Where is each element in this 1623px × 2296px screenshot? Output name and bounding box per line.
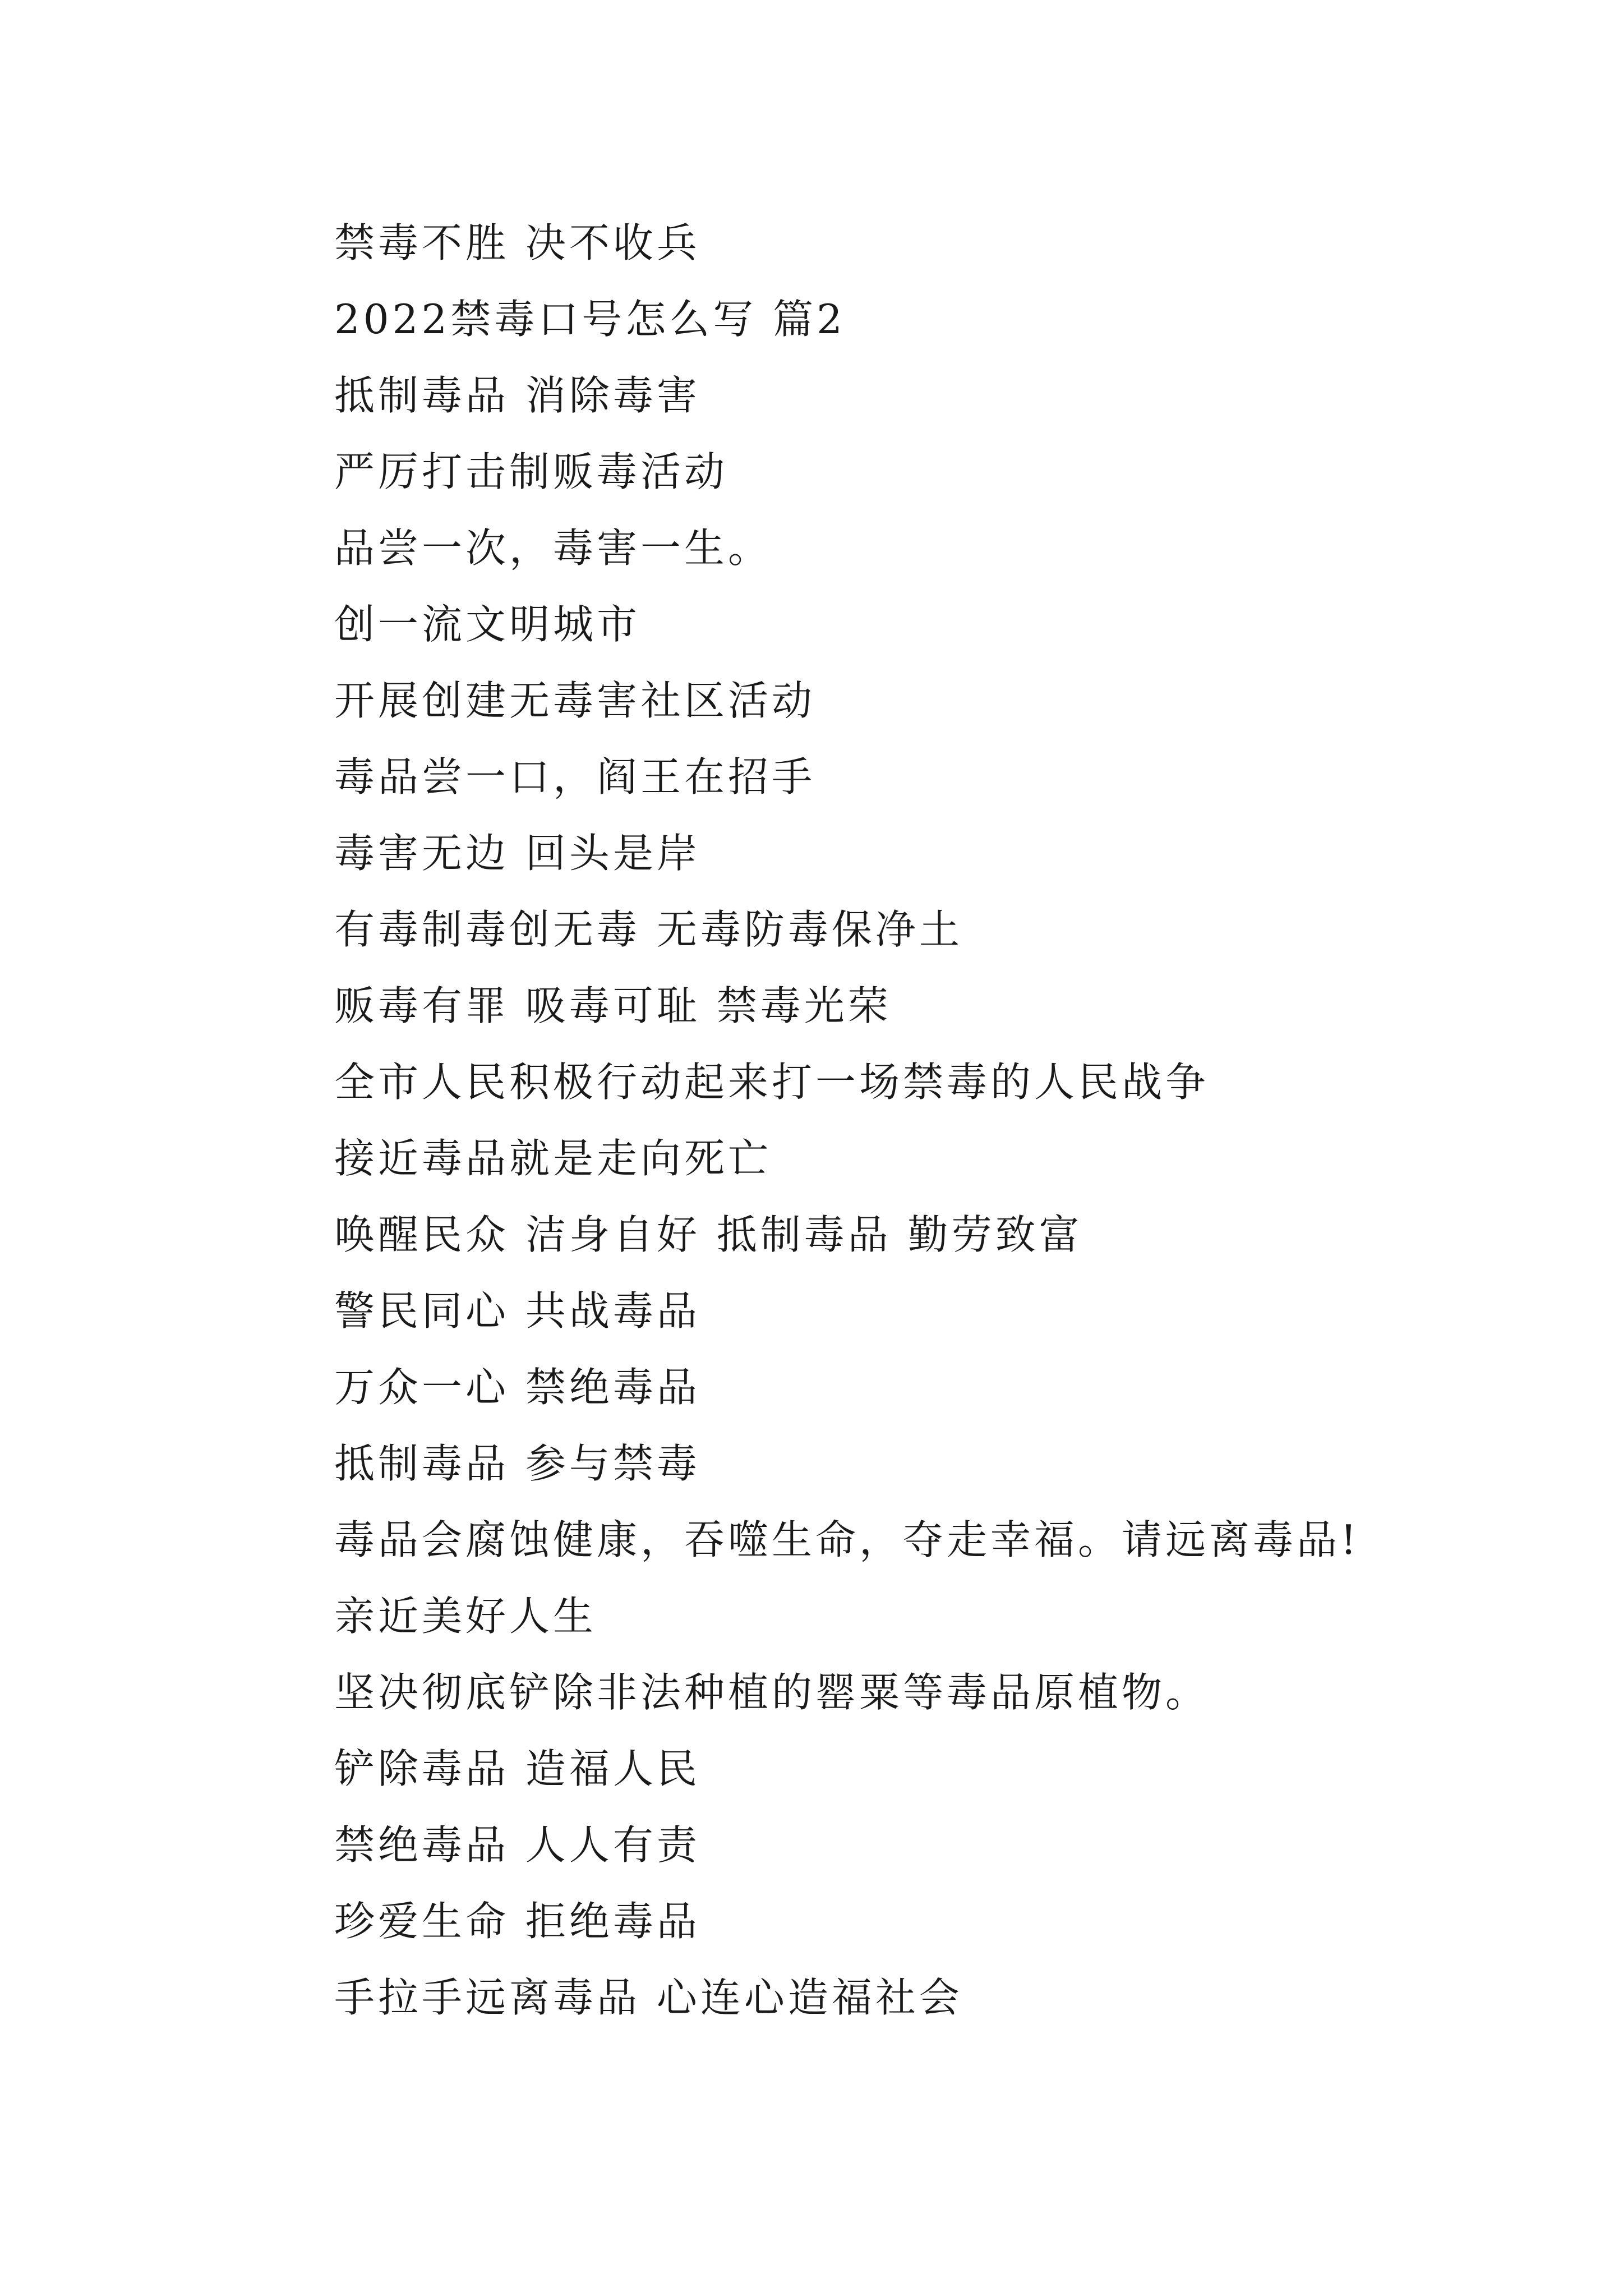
text-line: 万众一心 禁绝毒品: [334, 1364, 700, 1411]
text-line: 坚决彻底铲除非法种植的罂粟等毒品原植物。: [334, 1669, 1210, 1716]
document-body: [334, 205, 1512, 2036]
text-line: 亲近美好人生: [334, 1593, 597, 1640]
text-line: 接近毒品就是走向死亡: [334, 1135, 772, 1182]
text-line: 开展创建无毒害社区活动: [334, 677, 816, 724]
text-line: 铲除毒品 造福人民: [334, 1745, 700, 1792]
text-line: 严厉打击制贩毒活动: [334, 448, 728, 495]
text-line: 抵制毒品 消除毒害: [334, 372, 700, 419]
text-line: 抵制毒品 参与禁毒: [334, 1440, 700, 1487]
text-line: 有毒制毒创无毒 无毒防毒保净土: [334, 906, 963, 953]
text-line: 手拉手远离毒品 心连心造福社会: [334, 1974, 963, 2021]
text-line: 毒品尝一口，阎王在招手: [334, 753, 816, 800]
text-line: 贩毒有罪 吸毒可耻 禁毒光荣: [334, 982, 892, 1029]
text-line: 珍爱生命 拒绝毒品: [334, 1898, 700, 1945]
section-heading: 2022禁毒口号怎么写 篇2: [334, 296, 846, 343]
text-line: 毒害无边 回头是岸: [334, 830, 700, 877]
text-line: 毒品会腐蚀健康，吞噬生命，夺走幸福。请远离毒品!: [334, 1516, 1360, 1563]
text-line: 禁毒不胜 决不收兵: [334, 219, 700, 266]
text-line: 警民同心 共战毒品: [334, 1287, 700, 1335]
text-line: 禁绝毒品 人人有责: [334, 1821, 700, 1869]
text-line: 唤醒民众 洁身自好 抵制毒品 勤劳致富: [334, 1211, 1083, 1258]
text-line: 创一流文明城市: [334, 601, 641, 648]
text-line: 品尝一次，毒害一生。: [334, 524, 772, 572]
text-line: 全市人民积极行动起来打一场禁毒的人民战争: [334, 1059, 1210, 1106]
